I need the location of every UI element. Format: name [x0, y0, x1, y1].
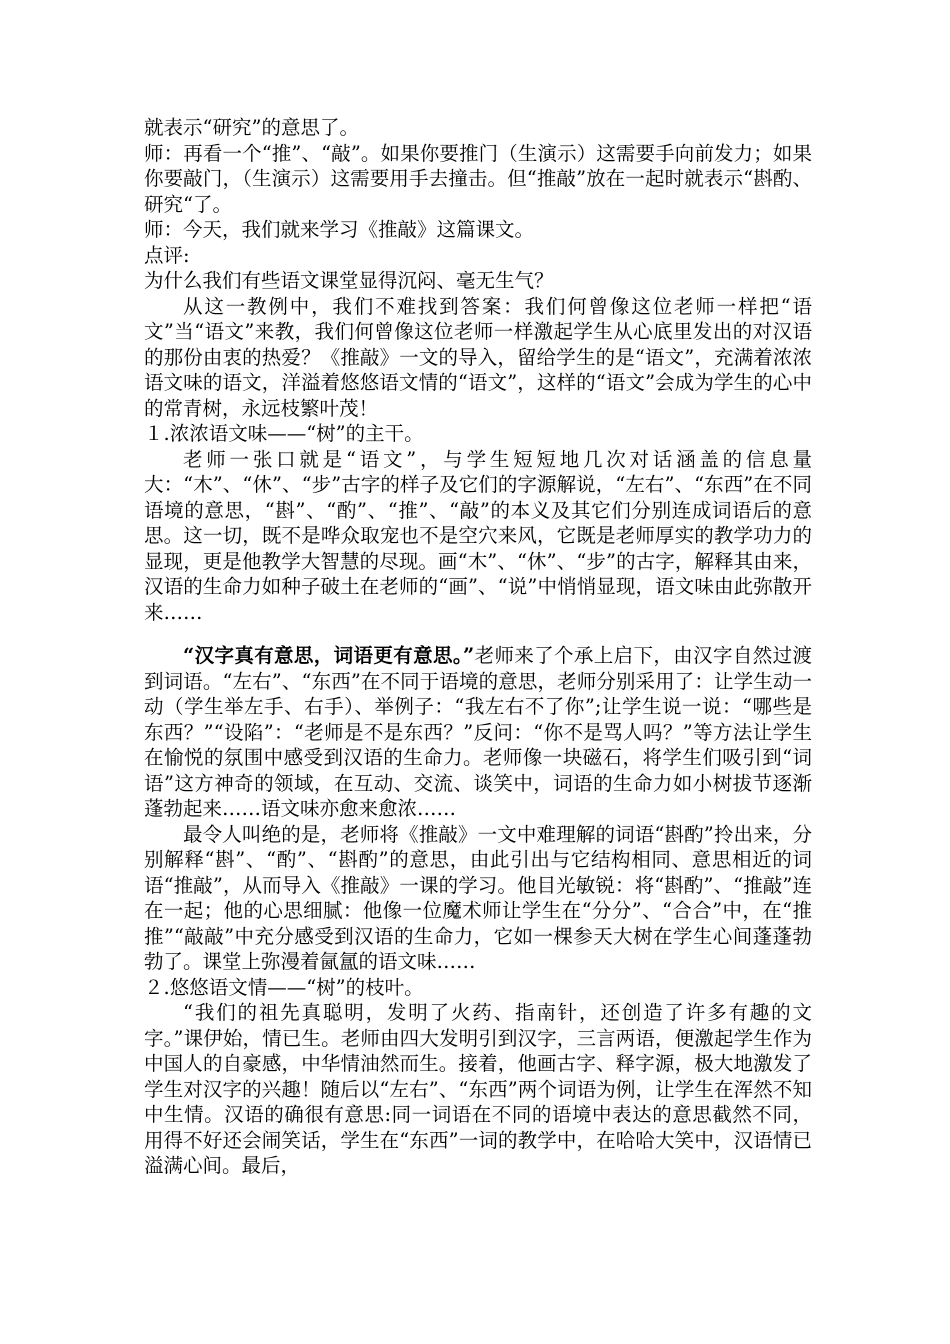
heading-comment: 点评: [144, 243, 190, 267]
paragraph-bold-lead [144, 643, 812, 822]
paragraph-teacher-opening: 老师一张口就是“语文”，与学生短短地几次对话涵盖的信息量大：“木”、“休”、“步”古字的样子及它们的字源解说，“左右”、“东西”在不同语境的意思，“斟”、“酌”、“推”、“敲”的本义及其它们分别连成词语后的意思。这一切，既不是哗众取宠也不是空穴来风，它既是老师厚实的教学功力的显现，更是他教学大智慧的尽现。画“木”、“休”、“步”的古字，解释其由来，汉语的生命力如种子破土在老师的“画”、“说”中悄悄显现，语文味由此弥散开来…… [144, 447, 812, 624]
bold-lead-body: 老师来了个承上启下，由汉字自然过渡到词语。“左右”、“东西”在不同于语境的意思，老师分别采用了：让学生动一动（学生举左手、右手）、举例子：“我左右不了你”;让学生说一说：“哪些是东西？”“设陷”：“老师是不是东西？”反问：“你不是骂人吗？”等方法让学生在愉悦的氛围中感受到汉语的生命力。老师像一块磁石，将学生们吸引到“词语”这方神奇的领域，在互动、交流、谈笑中，词语的生命力如小树拔节逐渐蓬勃起来……语文味亦愈来愈浓…… [144, 644, 812, 820]
paragraph-teacher-push-knock: 师：再看一个“推”、“敲”。如果你要推门（生演示）这需要手向前发力；如果你要敲门，（生演示）这需要用手去撞击。但“推敲”放在一起时就表示“斟酌、研究“了。 [144, 141, 812, 216]
paragraph-most-amazing: 最令人叫绝的是，老师将《推敲》一文中难理解的词语“斟酌”拎出来，分别解释“斟”、“酌”、“斟酌”的意思，由此引出与它结构相同、意思相近的词语“推敲”，从而导入《推敲》一课的学习。他目光敏锐：将“斟酌”、“推敲”连在一起；他的心思细腻：他像一位魔术师让学生在“分分”、“合合”中，在“推推”“敲敲”中充分感受到汉语的生命力，它如一棵参天大树在学生心间蓬蓬勃勃了。课堂上弥漫着氤氲的语文味…… [144, 822, 812, 973]
bold-lead-text: “汉字真有意思，词语更有意思。” [183, 644, 475, 667]
paragraph-teacher-today: 师：今天，我们就来学习《推敲》这篇课文。 [144, 218, 535, 241]
paragraph-ancestors: “我们的祖先真聪明，发明了火药、指南针，还创造了许多有趣的文字。”课伊始，情已生。老师由四大发明引到汉字，三言两语，便激起学生作为中国人的自豪感，中华情油然而生。接着，他画古字、释字源，极大地激发了学生对汉字的兴趣！随后以“左右”、“东西”两个词语为例，让学生在浑然不知中生情。汉语的确很有意思:同一词语在不同的语境中表达的意思截然不同，用得不好还会闹笑话，学生在“东西”一词的教学中，在哈哈大笑中，汉语情已溢满心间。最后， [144, 1001, 812, 1177]
paragraph-continuation: 就表示“研究”的意思了。 [144, 116, 359, 139]
paragraph-question: 为什么我们有些语文课堂显得沉闷、毫无生气？ [144, 269, 554, 292]
paragraph-answer: 从这一教例中，我们不难找到答案：我们何曾像这位老师一样把“语文”当“语文”来教，我们何曾像这位老师一样激起学生从心底里发出的对汉语的那份由衷的热爱？《推敲》一文的导入，留给学生的是“语文”，充满着浓浓语文味的语文，洋溢着悠悠语文情的“语文”，这样的“语文”会成为学生的心中的常青树，永远枝繁叶茂！ [144, 294, 812, 420]
document-page [144, 115, 812, 1179]
section-heading-2: ２.悠悠语文情——“树”的枝叶。 [144, 975, 424, 999]
section-heading-1: １.浓浓语文味——“树”的主干。 [144, 422, 424, 445]
